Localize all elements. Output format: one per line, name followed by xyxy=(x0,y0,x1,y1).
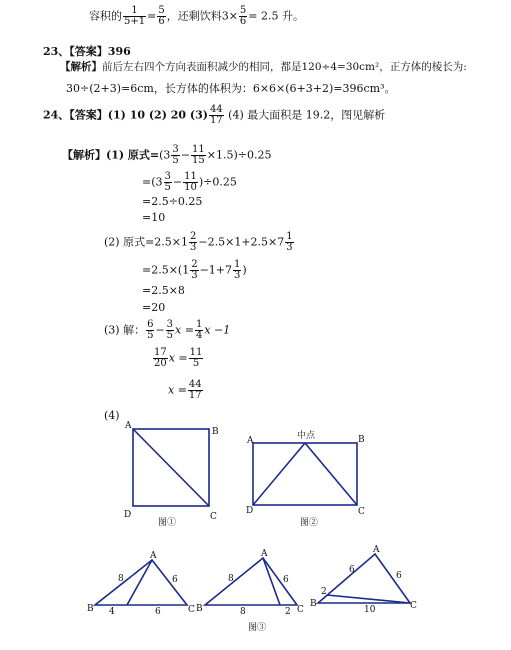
vertex-c: C xyxy=(358,507,365,517)
p1-line4: =10 xyxy=(142,211,166,224)
vertex-b: B xyxy=(358,435,365,445)
vertex-b: B xyxy=(196,604,203,614)
diagonal-line xyxy=(133,429,209,506)
vertex-a: A xyxy=(261,549,268,559)
p2-line2: =2.5×(1 $\frac{2}{3}$ −1+7 $\frac{1}{3}$ ) xyxy=(142,259,247,281)
triangle-3 xyxy=(310,545,417,615)
p2-line1: (2) 原式=2.5×1 $\frac{2}{3}$ −2.5×1+2.5×7 $\frac{1}{3}$ xyxy=(104,231,293,253)
q23-answer: 23、【答案】396 xyxy=(43,45,131,58)
fraction: $\frac{5}{6}$ xyxy=(158,5,165,27)
figure-1 xyxy=(124,421,219,528)
side-length: 6 xyxy=(396,571,402,581)
side-length: 6 xyxy=(172,575,178,585)
vertex-a: A xyxy=(373,545,380,555)
p2-line3: =2.5×8 xyxy=(142,284,185,297)
side-length: 8 xyxy=(118,574,124,584)
caption: 图① xyxy=(158,518,177,528)
side-length: 8 xyxy=(240,607,246,617)
q23-calc: 30÷(2+3)=6cm，长方体的体积为：6×6×(6+3+2)=396cm³。 xyxy=(66,82,396,95)
vertex-d: D xyxy=(124,510,132,520)
p1-line3: =2.5÷0.25 xyxy=(142,195,203,208)
cevian-line xyxy=(127,560,152,605)
vertex-d: D xyxy=(246,506,254,516)
caption: 图② xyxy=(300,518,319,528)
side-length: 2 xyxy=(321,587,327,597)
side-length: 2 xyxy=(285,607,291,617)
triangle-2 xyxy=(196,549,304,617)
vertex-c: C xyxy=(188,605,195,615)
side-length: 10 xyxy=(364,605,376,615)
side-line xyxy=(253,443,305,505)
vertex-c: C xyxy=(210,512,217,522)
q24-answer: 24、【答案】(1) 10 (2) 20 (3) $\frac{44}{17}$ (4) 最大面积是 19.2，图见解析 xyxy=(43,104,386,126)
vertex-a: A xyxy=(247,436,254,446)
p1-line2: =(3 $\frac{3}{5}$ − $\frac{11}{10}$ )÷0.25 xyxy=(142,171,237,193)
vertex-a: A xyxy=(150,551,157,561)
q23-analysis: 【解析】前后左右四个方向表面积减少的相同，都是120÷4=30cm²，正方体的棱长为: xyxy=(60,61,467,73)
p4-label: (4) xyxy=(104,409,120,422)
volume-line: 容积的 $\frac{1}{5+1}$ = $\frac{5}{6}$ ，还剩饮料3× $\frac{5}{6}$ = 2.5 升。 xyxy=(89,5,305,27)
side-length: 6 xyxy=(283,575,289,585)
side-line xyxy=(305,443,357,505)
p3-line1: (3) 解： $\frac{6}{5}$ − $\frac{3}{5}$ x = $\frac{1}{4}$ x −1 xyxy=(104,319,231,341)
rectangle-shape xyxy=(253,443,357,505)
vertex-b: B xyxy=(212,427,219,437)
side-length: 6 xyxy=(155,607,161,617)
p1-line1: 【解析】(1) 原式=(3 $\frac{3}{5}$ − $\frac{11}{15}$ ×1.5)÷0.25 xyxy=(62,144,272,166)
triangle-1 xyxy=(87,551,195,617)
cevian-line xyxy=(327,595,410,603)
midpoint-label: 中点 xyxy=(297,431,316,441)
cevian-line xyxy=(263,558,280,605)
vertex-c: C xyxy=(410,601,417,611)
p3-line2: $\frac{17}{20}$ x = $\frac{11}{5}$ xyxy=(154,347,203,369)
fraction: $\frac{1}{5+1}$ xyxy=(124,5,146,27)
fraction: $\frac{5}{6}$ xyxy=(239,5,247,27)
caption: 图③ xyxy=(248,623,267,633)
vertex-b: B xyxy=(310,599,317,609)
figure-2 xyxy=(246,429,365,528)
side-length: 6 xyxy=(349,565,355,575)
vertex-c: C xyxy=(297,605,304,615)
p2-line4: =20 xyxy=(142,301,166,314)
vertex-a: A xyxy=(125,421,132,431)
fraction: $\frac{44}{17}$ xyxy=(209,104,223,126)
side-length: 8 xyxy=(228,574,234,584)
vertex-b: B xyxy=(87,604,94,614)
side-length: 4 xyxy=(109,607,115,617)
p3-line3: x = $\frac{44}{17}$ xyxy=(168,379,202,401)
